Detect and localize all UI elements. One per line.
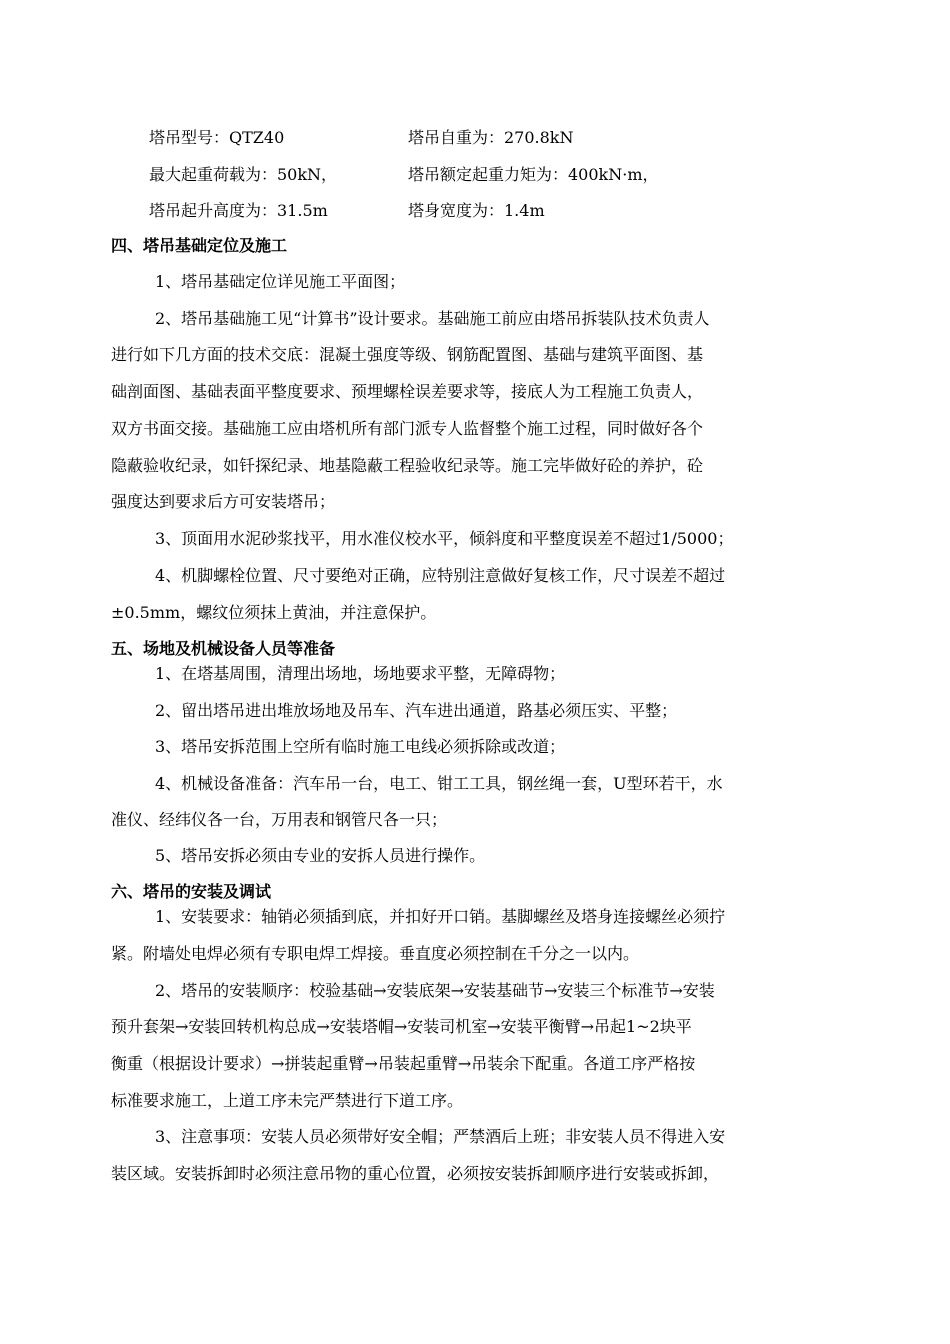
paragraph-line: 衡重（根据设计要求）→拼装起重臂→吊装起重臂→吊装余下配重。各道工序严格按 [111,1054,696,1073]
paragraph-line: 2、塔吊基础施工见“计算书”设计要求。基础施工前应由塔吊拆装队技术负责人 [155,309,710,328]
spec-max-load: 最大起重荷载为：50kN， [149,165,338,184]
paragraph-line: 准仪、经纬仪各一台，万用表和钢管尺各一只； [111,810,448,829]
paragraph-line: 2、塔吊的安装顺序：校验基础→安装底架→安装基础节→安装三个标准节→安装 [155,981,715,1000]
paragraph-line: 2、留出塔吊进出堆放场地及吊车、汽车进出通道，路基必须压实、平整； [155,701,678,720]
spec-rated-moment: 塔吊额定起重力矩为：400kN·m， [408,165,659,184]
paragraph-line: 1、安装要求：轴销必须插到底，并扣好开口销。基脚螺丝及塔身连接螺丝必须拧 [155,907,726,926]
paragraph-line: 装区域。安装拆卸时必须注意吊物的重心位置，必须按安装拆卸顺序进行安装或拆卸， [111,1164,720,1183]
paragraph-line: 5、塔吊安拆必须由专业的安拆人员进行操作。 [155,846,486,865]
paragraph-line: 础剖面图、基础表面平整度要求、预埋螺栓误差要求等，接底人为工程施工负责人， [111,382,704,401]
paragraph-line: 3、顶面用水泥砂浆找平，用水准仪校水平，倾斜度和平整度误差不超过1/5000； [155,529,734,548]
paragraph-line: 3、注意事项：安装人员必须带好安全帽；严禁酒后上班；非安装人员不得进入安 [155,1127,726,1146]
paragraph-line: 预升套架→安装回转机构总成→安装塔帽→安装司机室→安装平衡臂→吊起1~2块平 [111,1017,692,1036]
spec-model: 塔吊型号：QTZ40 [149,128,285,147]
paragraph-line: 强度达到要求后方可安装塔吊； [111,492,336,511]
spec-self-weight: 塔吊自重为：270.8kN [408,128,574,147]
paragraph-line: 3、塔吊安拆范围上空所有临时施工电线必须拆除或改道； [155,737,566,756]
paragraph-line: 1、塔吊基础定位详见施工平面图； [155,272,406,291]
section-heading: 四、塔吊基础定位及施工 [111,236,288,255]
paragraph-line: 隐蔽验收纪录，如钎探纪录、地基隐蔽工程验收纪录等。施工完毕做好砼的养护，砼 [111,456,704,475]
paragraph-line: 4、机脚螺栓位置、尺寸要绝对正确，应特别注意做好复核工作，尺寸误差不超过 [155,566,726,585]
section-heading: 五、场地及机械设备人员等准备 [111,639,336,658]
paragraph-line: 进行如下几方面的技术交底：混凝土强度等级、钢筋配置图、基础与建筑平面图、基 [111,345,704,364]
paragraph-line: 1、在塔基周围，清理出场地，场地要求平整，无障碍物； [155,664,566,683]
paragraph-line: 紧。附墙处电焊必须有专职电焊工焊接。垂直度必须控制在千分之一以内。 [111,944,640,963]
paragraph-line: 双方书面交接。基础施工应由塔机所有部门派专人监督整个施工过程，同时做好各个 [111,419,704,438]
paragraph-line: ±0.5mm，螺纹位须抹上黄油，并注意保护。 [111,603,437,622]
spec-body-width: 塔身宽度为：1.4m [408,201,545,220]
paragraph-line: 4、机械设备准备：汽车吊一台，电工、钳工工具，钢丝绳一套，U型环若干，水 [155,774,723,793]
spec-lift-height: 塔吊起升高度为：31.5m [149,201,328,220]
paragraph-line: 标准要求施工，上道工序未完严禁进行下道工序。 [111,1091,464,1110]
section-heading: 六、塔吊的安装及调试 [111,882,272,901]
